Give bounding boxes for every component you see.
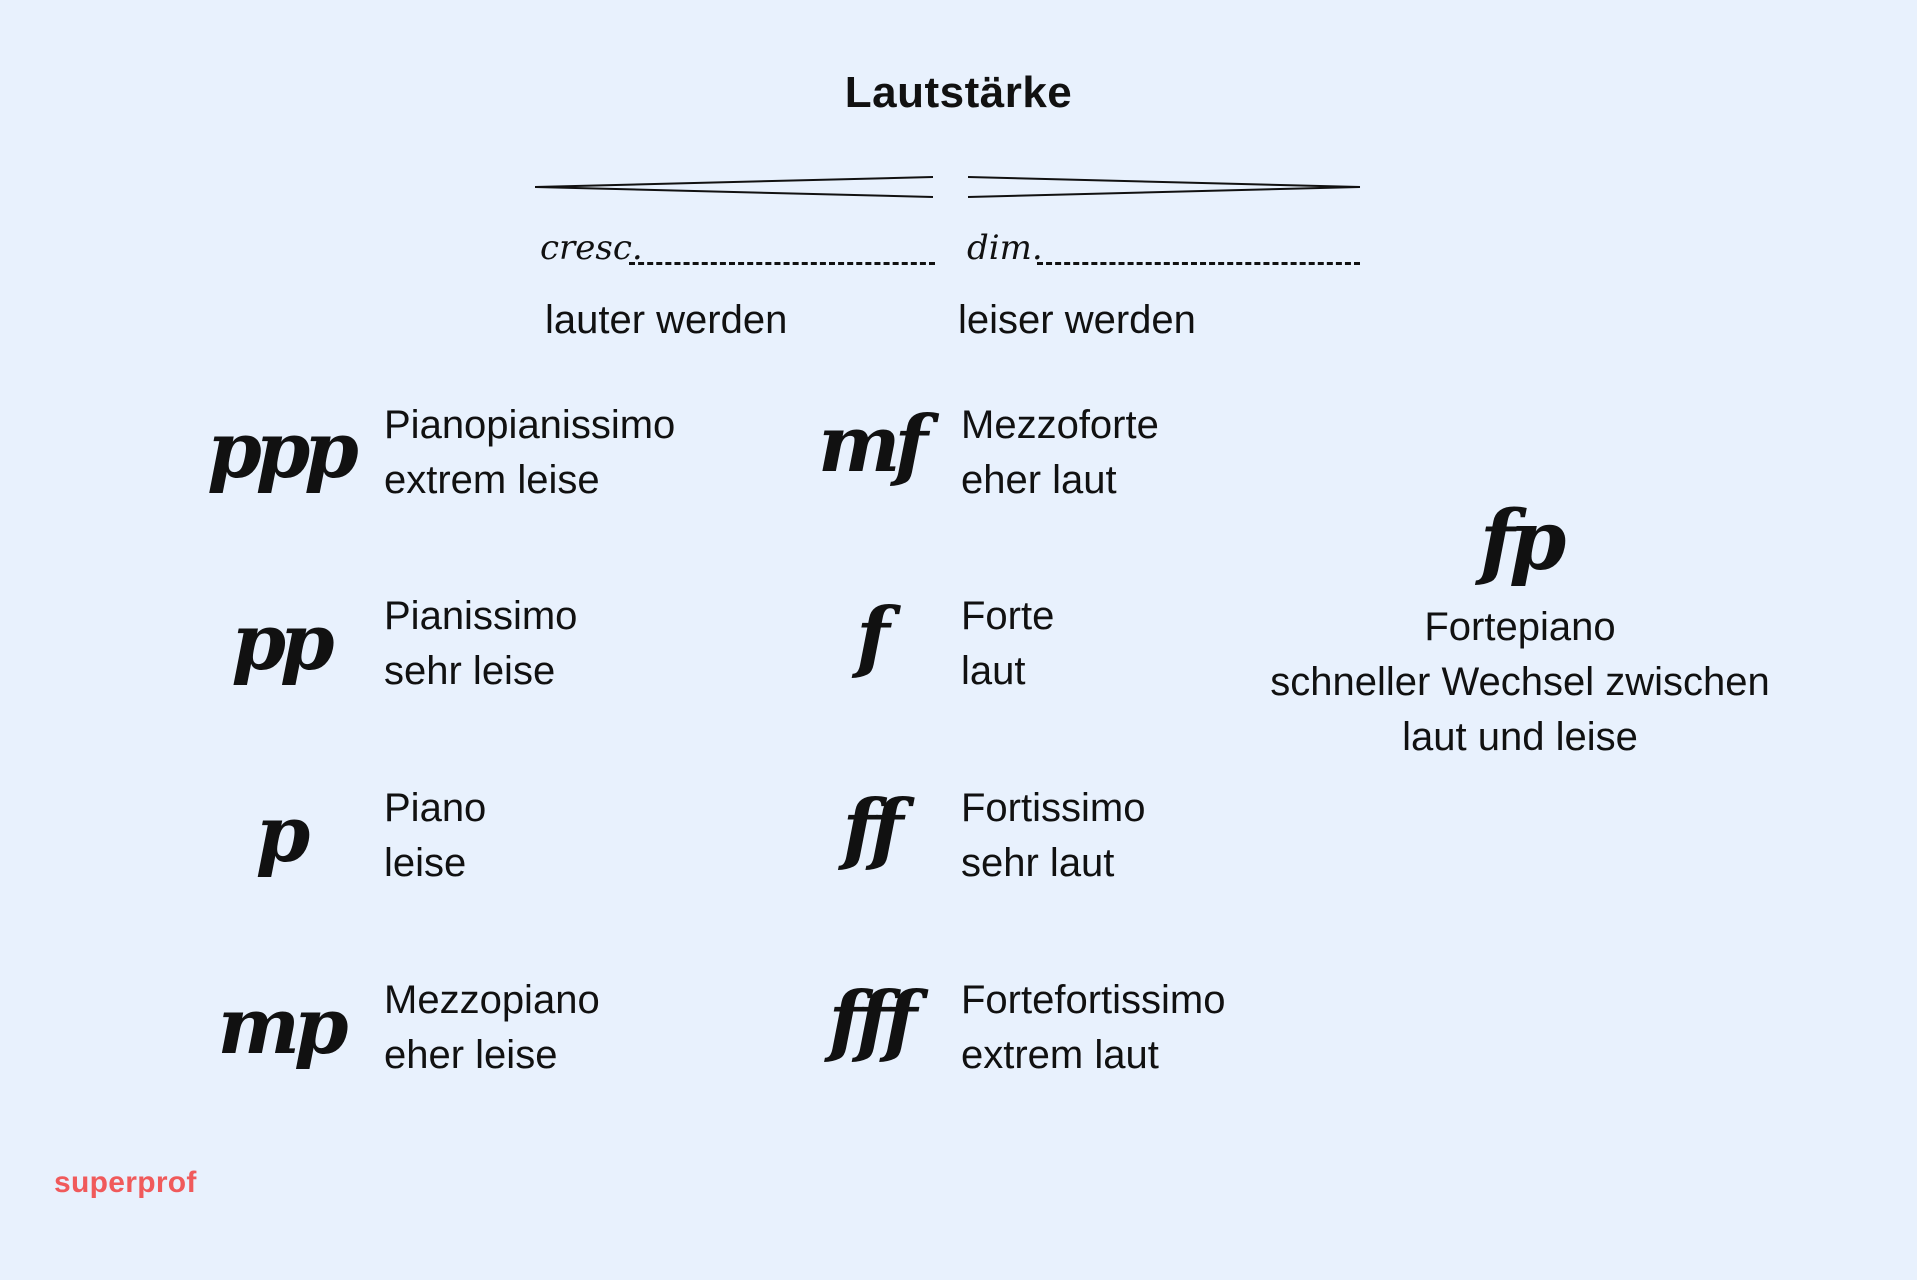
dynamic-entry-fff bbox=[961, 973, 1226, 1083]
dynamic-meaning: sehr leise bbox=[384, 649, 556, 693]
dynamic-symbol-ppp: ppp bbox=[207, 405, 353, 496]
dynamic-meaning-line2: laut und leise bbox=[1402, 715, 1638, 759]
dynamic-entry-p bbox=[384, 781, 486, 891]
dynamic-name: Fortissimo bbox=[961, 786, 1146, 830]
dynamic-name: Pianopianissimo bbox=[384, 403, 676, 447]
dynamic-meaning: extrem laut bbox=[961, 1033, 1159, 1077]
dynamic-entry-ff bbox=[961, 781, 1145, 891]
dynamic-meaning: leise bbox=[384, 841, 467, 885]
dynamic-symbol-p: p bbox=[255, 789, 305, 880]
diminuendo-abbreviation: dim. bbox=[967, 228, 1043, 268]
dynamic-symbol-mf: mf bbox=[817, 399, 923, 490]
diminuendo-meaning: leiser werden bbox=[958, 298, 1196, 342]
crescendo-hairpin bbox=[535, 177, 933, 197]
dynamic-symbol-pp: pp bbox=[231, 597, 329, 688]
fortepiano-description bbox=[1220, 600, 1820, 765]
crescendo-dashes bbox=[629, 262, 935, 265]
page-title: Lautstärke bbox=[844, 68, 1073, 117]
dynamic-meaning: extrem leise bbox=[384, 458, 600, 502]
dynamic-entry-ppp bbox=[384, 398, 675, 508]
crescendo-abbreviation: cresc. bbox=[540, 228, 643, 268]
dynamic-meaning-line1: schneller Wechsel zwischen bbox=[1270, 660, 1770, 704]
dynamic-symbol-mp: mp bbox=[217, 981, 343, 1072]
dynamic-name: Mezzopiano bbox=[384, 978, 600, 1022]
dynamic-name: Fortepiano bbox=[1424, 605, 1616, 649]
hairpin-symbols bbox=[535, 170, 1365, 210]
dynamic-symbol-fp: fp bbox=[1479, 493, 1561, 589]
dynamic-meaning: laut bbox=[961, 649, 1026, 693]
superprof-logo[interactable]: superprof bbox=[54, 1166, 197, 1199]
diminuendo-dashes bbox=[1037, 262, 1360, 265]
crescendo-meaning: lauter werden bbox=[545, 298, 788, 342]
fortepiano-entry bbox=[1220, 493, 1820, 765]
dynamic-meaning: eher laut bbox=[961, 458, 1117, 502]
dynamic-meaning: sehr laut bbox=[961, 841, 1115, 885]
dynamic-symbol-ff: ff bbox=[842, 783, 898, 874]
dynamic-entry-mp bbox=[384, 973, 600, 1083]
dynamic-name: Forte bbox=[961, 594, 1055, 638]
dynamic-name: Pianissimo bbox=[384, 594, 578, 638]
dynamic-symbol-f: f bbox=[856, 591, 884, 682]
dynamic-entry-mf bbox=[961, 398, 1159, 508]
dynamic-entry-f bbox=[961, 589, 1054, 699]
diminuendo-hairpin bbox=[968, 177, 1360, 197]
dynamic-entry-pp bbox=[384, 589, 577, 699]
dynamic-meaning: eher leise bbox=[384, 1033, 558, 1077]
dynamic-name: Piano bbox=[384, 786, 487, 830]
dynamic-name: Mezzoforte bbox=[961, 403, 1159, 447]
dynamic-name: Fortefortissimo bbox=[961, 978, 1226, 1022]
dynamic-symbol-fff: fff bbox=[828, 975, 912, 1066]
